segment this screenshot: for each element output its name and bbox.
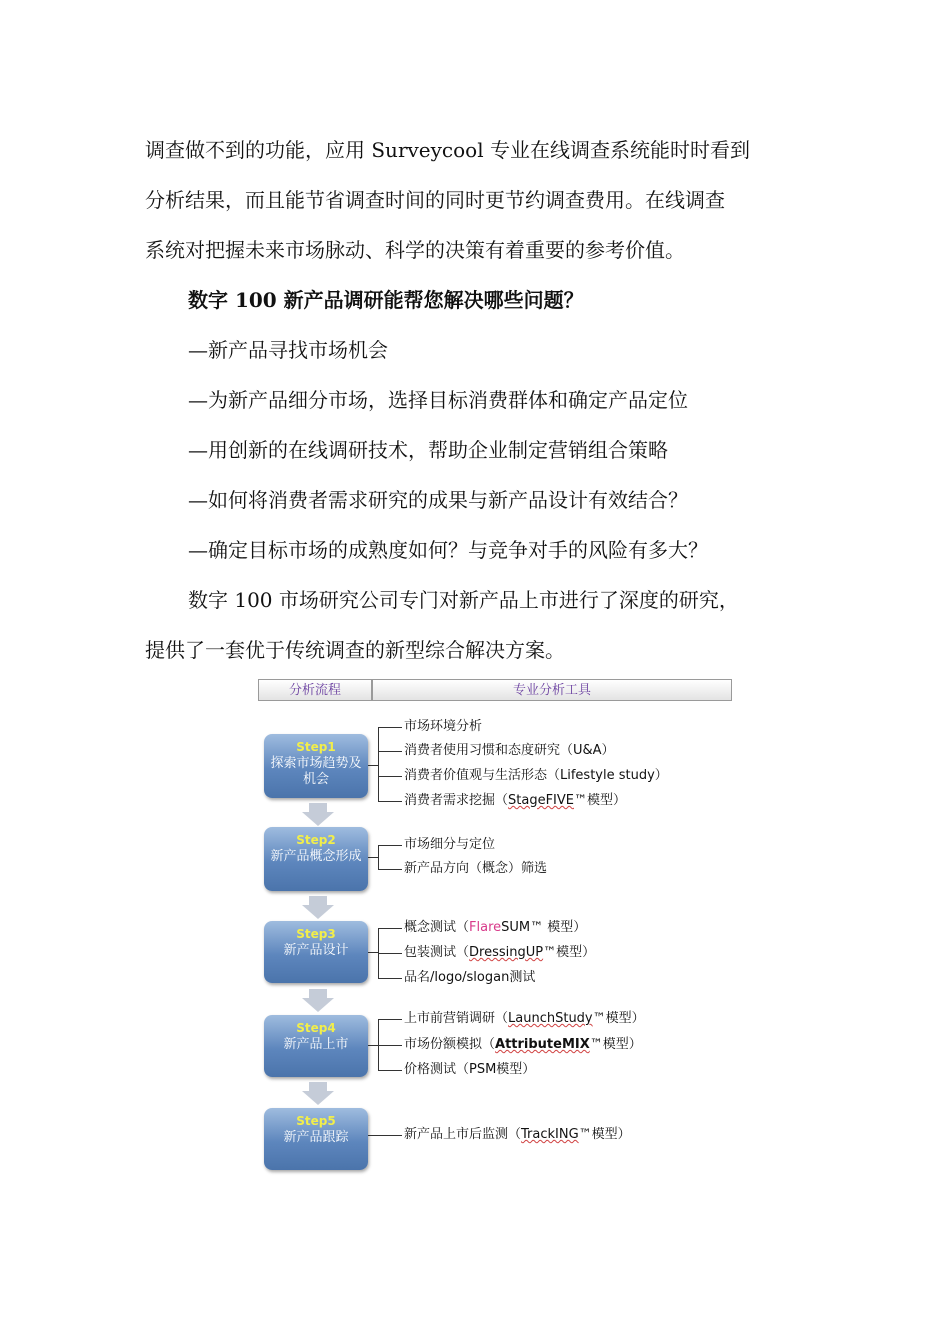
step-2-box — [264, 827, 368, 891]
down-arrow-icon — [302, 812, 334, 826]
step-1-label: 探索市场趋势及机会 — [270, 756, 362, 787]
process-diagram — [258, 679, 738, 1179]
question-item-1: —新产品寻找市场机会 — [188, 338, 388, 362]
step-3-number: Step3 — [296, 927, 336, 941]
question-item-4: —如何将消费者需求研究的成果与新产品设计有效结合？ — [188, 488, 688, 512]
step-5-box — [264, 1108, 368, 1170]
header-tools: 专业分析工具 — [372, 679, 732, 701]
tool-lifestyle: 消费者价值观与生活形态（Lifestyle study） — [404, 768, 668, 783]
tool-usage-attitude: 消费者使用习惯和态度研究（U&A） — [404, 743, 615, 758]
step-1-box — [264, 734, 368, 798]
tool-tracking: 新产品上市后监测（TrackING™模型） — [404, 1127, 631, 1142]
step-4-box — [264, 1015, 368, 1077]
tool-launchstudy: 上市前营销调研（LaunchStudy™模型） — [404, 1011, 645, 1026]
tool-flaresum: 概念测试（FlareSUM™ 模型） — [404, 920, 587, 935]
tool-market-environment: 市场环境分析 — [404, 719, 483, 734]
step-3-box — [264, 921, 368, 983]
tool-naming: 品名/logo/slogan测试 — [404, 970, 536, 985]
question-item-2: —为新产品细分市场，选择目标消费群体和确定产品定位 — [188, 388, 688, 412]
tool-psm: 价格测试（PSM模型） — [404, 1062, 536, 1077]
step-4-number: Step4 — [296, 1021, 336, 1035]
tool-stagefive: 消费者需求挖掘（StageFIVE™模型） — [404, 793, 627, 808]
down-arrow-icon — [302, 905, 334, 919]
section-heading: 数字 100 新产品调研能帮您解决哪些问题？ — [188, 288, 584, 312]
tool-concept-screening: 新产品方向（概念）筛选 — [404, 861, 548, 876]
tool-dressingup: 包装测试（DressingUP™模型） — [404, 945, 596, 960]
paragraph-2-line-1: 数字 100 市场研究公司专门对新产品上市进行了深度的研究， — [188, 588, 739, 612]
tool-attributemix: 市场份额模拟（AttributeMIX™模型） — [404, 1037, 642, 1052]
step-5-number: Step5 — [296, 1114, 336, 1128]
paragraph-2-line-2: 提供了一套优于传统调查的新型综合解决方案。 — [145, 638, 565, 662]
step-1-number: Step1 — [296, 740, 336, 754]
paragraph-1-line-1: 调查做不到的功能，应用 Surveycool 专业在线调查系统能时时看到 — [145, 138, 750, 162]
step-5-label: 新产品跟踪 — [283, 1130, 349, 1145]
question-item-5: —确定目标市场的成熟度如何？与竞争对手的风险有多大？ — [188, 538, 708, 562]
down-arrow-icon — [302, 1091, 334, 1105]
header-process: 分析流程 — [258, 679, 372, 701]
paragraph-1-line-2: 分析结果，而且能节省调查时间的同时更节约调查费用。在线调查 — [145, 188, 725, 212]
step-3-label: 新产品设计 — [283, 943, 349, 958]
paragraph-1-line-3: 系统对把握未来市场脉动、科学的决策有着重要的参考价值。 — [145, 238, 685, 262]
step-2-label: 新产品概念形成 — [270, 849, 362, 864]
step-2-number: Step2 — [296, 833, 336, 847]
down-arrow-icon — [302, 998, 334, 1012]
question-item-3: —用创新的在线调研技术，帮助企业制定营销组合策略 — [188, 438, 668, 462]
step-4-label: 新产品上市 — [283, 1037, 349, 1052]
tool-segmentation: 市场细分与定位 — [404, 837, 496, 852]
